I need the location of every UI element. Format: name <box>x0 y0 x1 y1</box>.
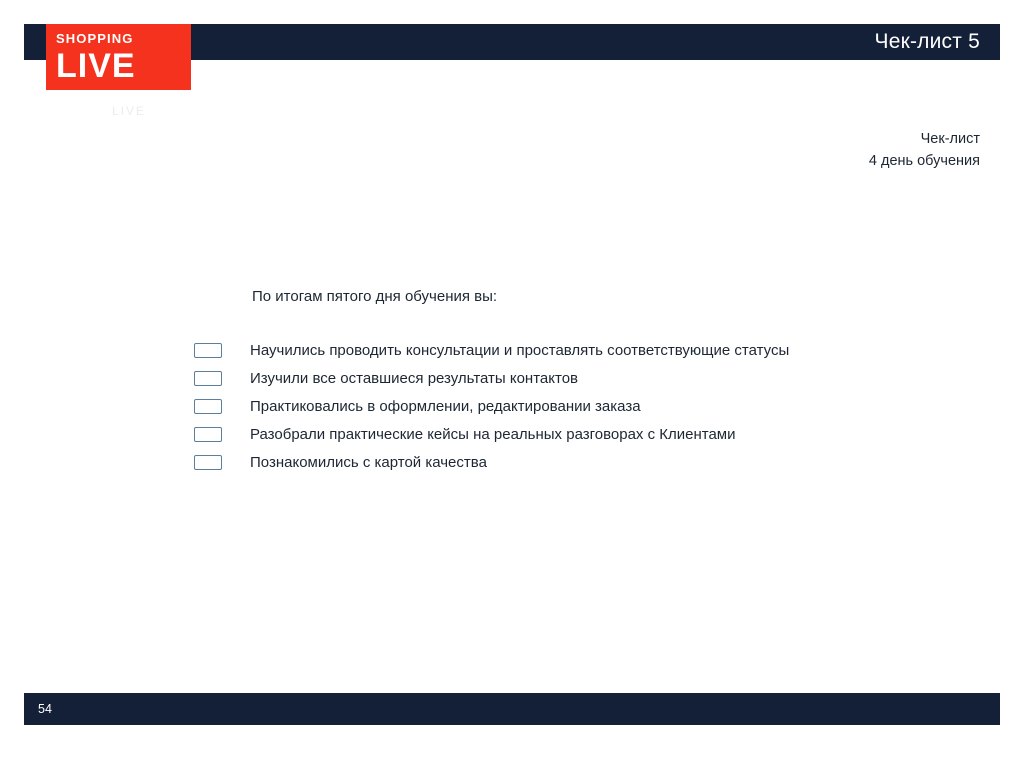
checkbox-icon[interactable] <box>194 399 222 414</box>
checklist-item-label: Научились проводить консультации и проставлять соответствующие статусы <box>250 341 790 359</box>
checklist-item[interactable] <box>194 392 974 420</box>
bottom-bar <box>24 693 1000 725</box>
checklist <box>194 336 974 476</box>
slide-canvas <box>24 0 1000 767</box>
document-meta <box>869 128 980 172</box>
page-number: 54 <box>38 702 52 716</box>
checklist-item[interactable] <box>194 448 974 476</box>
checkbox-icon[interactable] <box>194 371 222 386</box>
logo-bottom-text: LIVE <box>56 47 136 85</box>
checklist-item[interactable] <box>194 420 974 448</box>
brand-logo <box>46 24 191 90</box>
checkbox-icon[interactable] <box>194 455 222 470</box>
checkbox-icon[interactable] <box>194 427 222 442</box>
checklist-item[interactable] <box>194 364 974 392</box>
page-title: Чек-лист 5 <box>874 30 980 53</box>
meta-line-2: 4 день обучения <box>868 153 980 169</box>
checklist-item-label: Практиковались в оформлении, редактировании заказа <box>250 397 641 415</box>
right-gutter <box>1000 0 1024 767</box>
logo-top-text: SHOPPING <box>56 31 134 46</box>
checklist-item[interactable] <box>194 336 974 364</box>
meta-line-1: Чек-лист <box>920 131 980 147</box>
logo-watermark: LIVE <box>112 104 147 118</box>
intro-text: По итогам пятого дня обучения вы: <box>252 288 498 305</box>
left-gutter <box>0 0 24 767</box>
checklist-item-label: Разобрали практические кейсы на реальных разговорах с Клиентами <box>250 425 736 443</box>
checklist-item-label: Изучили все оставшиеся результаты контактов <box>250 369 579 387</box>
checkbox-icon[interactable] <box>194 343 222 358</box>
checklist-item-label: Познакомились с картой качества <box>250 453 487 471</box>
